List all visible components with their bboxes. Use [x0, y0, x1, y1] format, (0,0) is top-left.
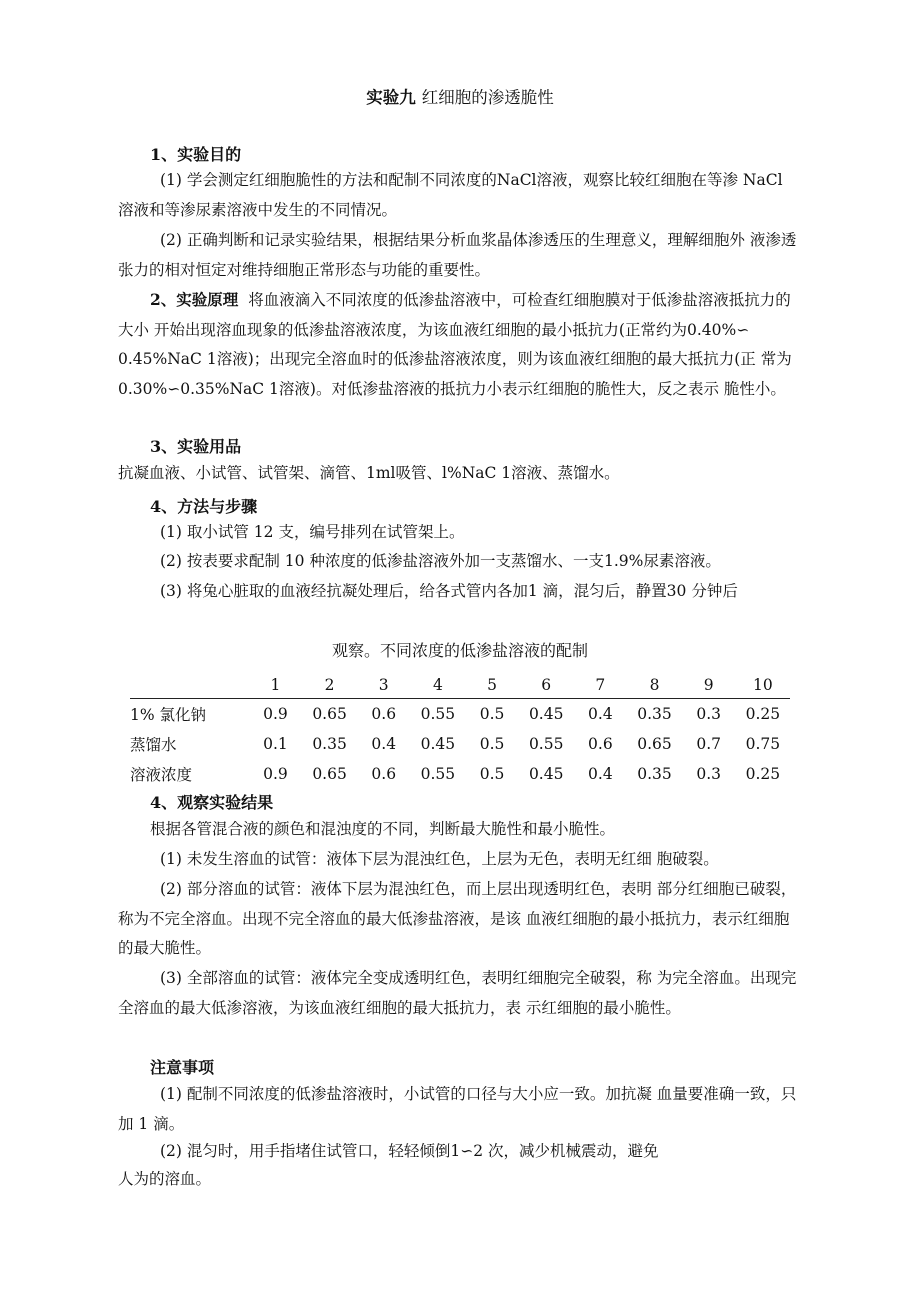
table-header-cell: 5: [465, 674, 519, 699]
table-row: [130, 699, 790, 730]
section-heading-methods: 4、方法与步骤: [150, 497, 258, 516]
table-cell: 0.45: [420, 735, 456, 753]
table-cell: 0.7: [696, 735, 721, 753]
section-heading-materials: 3、实验用品: [150, 437, 242, 456]
section-heading-purpose: 1、实验目的: [150, 145, 242, 164]
table-cell: 0.55: [420, 765, 456, 783]
table-cell: 0.3: [696, 705, 721, 723]
table-cell: 0.65: [637, 735, 672, 753]
table-cell: 0.5: [479, 765, 505, 783]
row-label: 溶液浓度: [130, 766, 193, 784]
table-row: [130, 729, 790, 759]
table-cell: 0.45: [528, 705, 564, 723]
table-cell: 0.35: [637, 765, 672, 783]
table-cell: 0.6: [371, 705, 397, 723]
table-cell: 0.4: [588, 705, 613, 723]
table-cell: 0.5: [479, 735, 505, 753]
section-heading-results: 4、观察实验结果: [150, 793, 274, 812]
section-heading-notes: 注意事项: [150, 1058, 215, 1077]
table-cell: 0.45: [528, 765, 564, 783]
method-step-1: (1) 取小试管 12 支，编号排列在试管架上。: [160, 523, 465, 541]
table-cell: 0.55: [528, 735, 564, 753]
method-step-3: (3) 将兔心脏取的血液经抗凝处理后，给各式管内各加1 滴，混匀后，静置30 分钟后: [160, 582, 738, 600]
table-header-cell: 1: [248, 674, 302, 699]
note-item-2-cont: 人为的溶血。: [118, 1170, 212, 1188]
table-header-cell: 8: [627, 674, 681, 699]
section-heading-principle: 2、实验原理: [150, 290, 239, 309]
table-header-cell: 7: [573, 674, 627, 699]
table-caption: 观察。不同浓度的低渗盐溶液的配制: [331, 641, 588, 660]
table-cell: 0.1: [263, 735, 288, 753]
table-cell: 0.35: [312, 735, 347, 753]
result-item-2: (2) 部分溶血的试管：液体下层为混浊红色，而上层出现透明红色，表明 部分红细胞已破裂，称为不完全溶血。出现不完全溶血的最大低渗盐溶液，是该 血液红细胞的最小抵抗力，表示红细胞的最大脆性。: [118, 880, 797, 957]
table-cell: 0.5: [479, 705, 505, 723]
materials-text: 抗凝血液、小试管、试管架、滴管、1ml吸管、l%NaC 1溶液、蒸馏水。: [118, 464, 620, 482]
result-item-1: (1) 未发生溶血的试管：液体下层为混浊红色，上层为无色，表明无红细 胞破裂。: [160, 850, 719, 868]
result-item-3: (3) 全部溶血的试管：液体完全变成透明红色，表明红细胞完全破裂，称 为完全溶血。出现完全溶血的最大低渗溶液，为该血液红细胞的最大抵抗力，表 示红细胞的最小脆性。: [118, 969, 797, 1017]
table-header-cell: 10: [736, 674, 790, 699]
table-cell: 0.55: [420, 705, 456, 723]
table-cell: 0.4: [371, 735, 397, 753]
results-intro: 根据各管混合液的颜色和混浊度的不同，判断最大脆性和最小脆性。: [150, 820, 616, 838]
purpose-item-1: (1) 学会测定红细胞脆性的方法和配制不同浓度的NaCl溶液，观察比较红细胞在等渗 NaCl 溶液和等渗尿素溶液中发生的不同情况。: [118, 171, 783, 219]
table-cell: 0.25: [745, 765, 781, 783]
note-item-2: (2) 混匀时，用手指堵住试管口，轻轻倾倒1∽2 次，减少机械震动，避免: [160, 1142, 659, 1160]
table-cell: 0.4: [588, 765, 613, 783]
table-header-cell: 4: [411, 674, 465, 699]
method-step-2: (2) 按表要求配制 10 种浓度的低渗盐溶液外加一支蒸馏水、一支1.9%尿素溶液。: [160, 552, 721, 570]
table-row: [130, 759, 790, 789]
table-cell: 0.3: [696, 765, 721, 783]
table-cell: 0.65: [312, 705, 347, 723]
principle-paragraph: 2、实验原理 将血液滴入不同浓度的低渗盐溶液中，可检查红细胞膜对于低渗盐溶液抵抗力的大小 开始出现溶血现象的低渗盐溶液浓度，为该血液红细胞的最小抵抗力(正常约为0.40%∽ 0.45%NaC 1溶液)；出现完全溶血时的低渗盐溶液浓度，则为该血液红细胞的最大抵抗力(正 常为0.30%∽0.35%NaC 1溶液)。对低渗盐溶液的抵抗力小表示红细胞的脆性大，反之表示 脆性小。: [118, 290, 792, 398]
title-text: 红细胞的渗透脆性: [421, 88, 554, 107]
table-cell: 0.6: [371, 765, 397, 783]
table-cell: 0.9: [263, 765, 288, 783]
table-cell: 0.25: [745, 705, 781, 723]
note-item-1: (1) 配制不同浓度的低渗盐溶液时，小试管的口径与大小应一致。加抗凝 血量要准确一致，只加 1 滴。: [118, 1085, 797, 1133]
table-header-cell: 9: [682, 674, 736, 699]
table-header-cell: 2: [303, 674, 357, 699]
table-cell: 0.75: [745, 735, 781, 753]
purpose-item-2: (2) 正确判断和记录实验结果，根据结果分析血浆晶体渗透压的生理意义，理解细胞外 液渗透张力的相对恒定对维持细胞正常形态与功能的重要性。: [118, 231, 797, 279]
title-number: 实验九: [366, 88, 416, 107]
table-cell: 0.9: [263, 705, 288, 723]
table-cell: 0.65: [312, 765, 347, 783]
table-header-row: [130, 674, 790, 699]
table-cell: 0.35: [637, 705, 672, 723]
row-label: 1% 氯化钠: [130, 706, 207, 724]
table-header-cell: 3: [357, 674, 411, 699]
document-title: [0, 84, 920, 108]
table-cell: 0.6: [588, 735, 613, 753]
table-header-cell: 6: [519, 674, 573, 699]
row-label: 蒸馏水: [130, 736, 177, 754]
solution-table: [130, 674, 790, 789]
